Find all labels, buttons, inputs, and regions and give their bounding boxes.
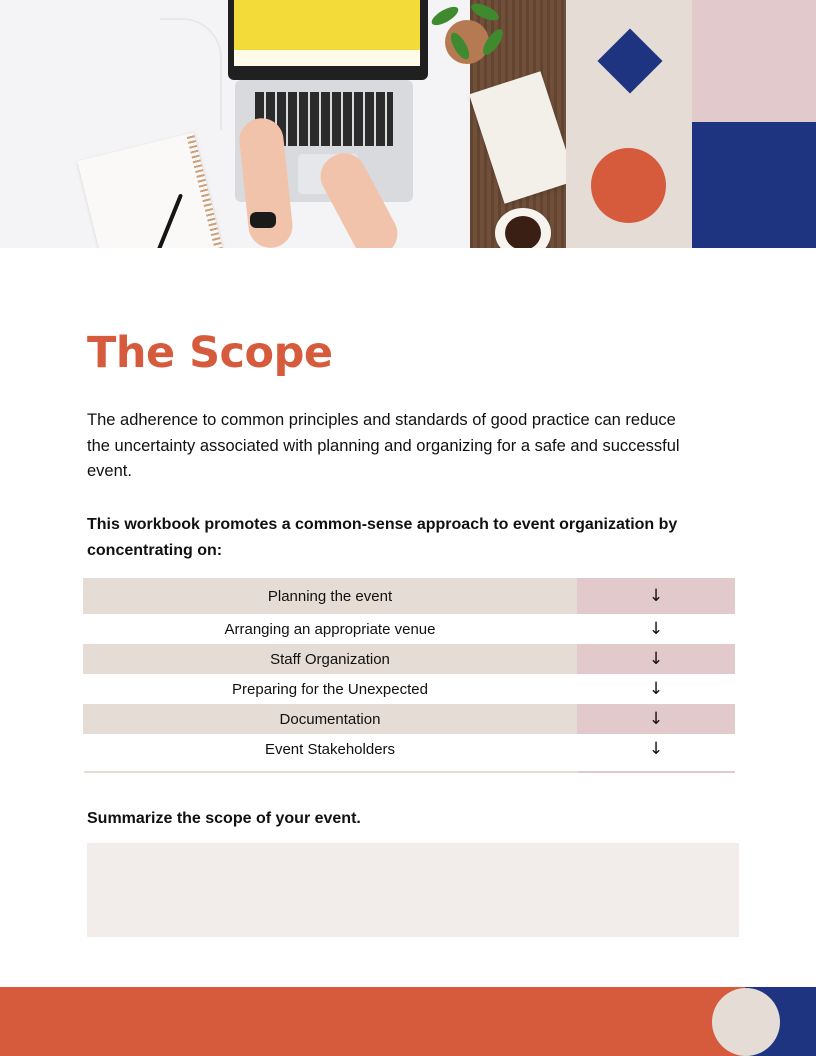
laptop-display-banner [234,0,420,50]
down-arrow-icon: ↓ [577,578,735,614]
earphone-cable [160,18,222,130]
header-photo [0,0,566,248]
topic-row [83,674,735,704]
topic-label: Preparing for the Unexpected [232,680,428,698]
topic-label: Planning the event [83,578,577,614]
topic-label: Arranging an appropriate venue [224,620,436,638]
intro-paragraph: The adherence to common principles and standards of good practice can reduce the uncertainty associated with planning and organizing for a safe and successful event. [87,411,680,480]
summary-prompt: Summarize the scope of your event. [87,810,361,827]
topic-row [83,644,735,674]
page-title: The Scope [87,328,333,378]
wristwatch [250,212,276,228]
orange-circle-shape [591,148,666,223]
topic-label: Event Stakeholders [264,740,396,758]
decor-panel-navy [692,122,816,248]
down-arrow-icon: ↓ [648,739,664,759]
footer-circle-shape [712,988,780,1056]
down-arrow-icon: ↓ [648,679,664,699]
down-arrow-icon: ↓ [577,644,735,674]
topic-row [83,704,735,734]
down-arrow-icon: ↓ [648,619,664,639]
topic-row [83,614,735,644]
topic-label: Staff Organization [83,644,577,674]
notebook [77,132,222,248]
topic-label: Documentation [83,704,577,734]
down-arrow-icon: ↓ [577,704,735,734]
summary-input-box[interactable] [87,843,739,937]
emphasis-paragraph: This workbook promotes a common-sense approach to event organization by concentrating on: [87,516,678,559]
topic-row [83,578,735,614]
table-bottom-rule [84,771,735,773]
decor-panel-pink [692,0,816,122]
topic-row [83,734,735,764]
coffee [505,216,541,248]
footer-band-orange [0,987,816,1056]
topics-table [83,578,735,764]
